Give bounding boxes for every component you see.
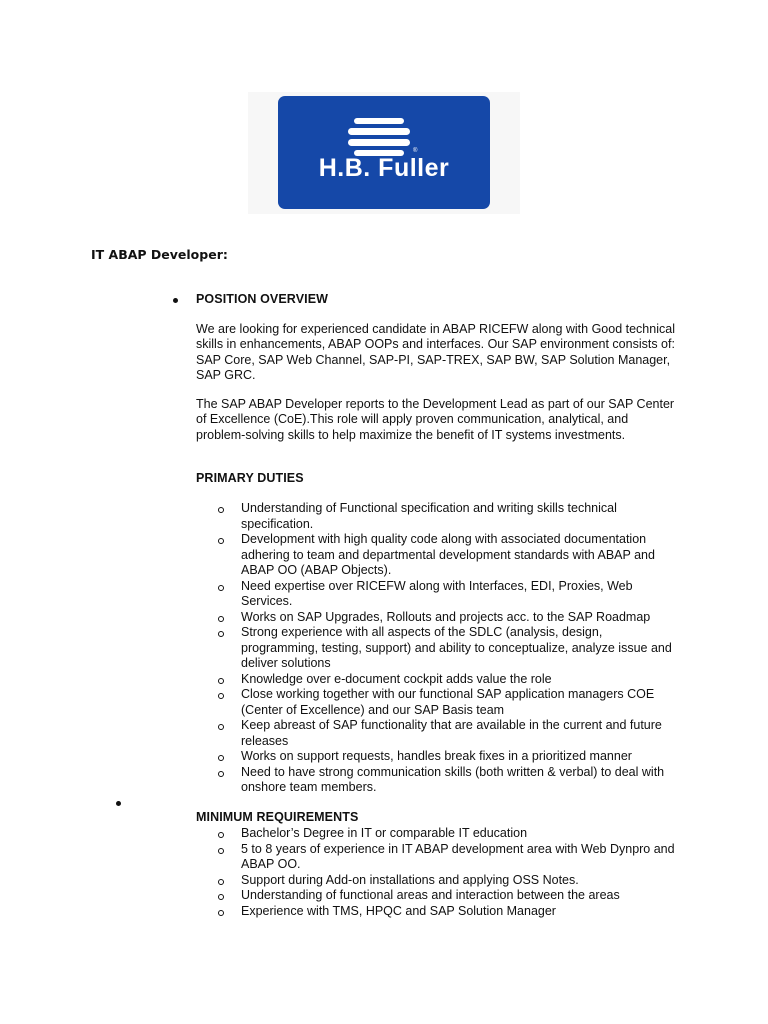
logo-text: H.B. Fuller [318, 154, 450, 182]
primary-duties-list [196, 501, 696, 796]
para1-line: SAP Core, SAP Web Channel, SAP-PI, SAP-TREX, SAP BW, SAP Solution Manager, [196, 352, 671, 367]
list-item-line: Need expertise over RICEFW along with Interfaces, EDI, Proxies, Web [241, 578, 633, 593]
list-item [196, 501, 696, 532]
list-item [196, 579, 696, 610]
position-overview-paragraph-2 [196, 397, 696, 443]
circle-bullet-icon [218, 507, 224, 513]
circle-bullet-icon [218, 771, 224, 777]
list-item-line: releases [241, 733, 289, 748]
list-item-line: Knowledge over e-document cockpit adds value the role [241, 671, 552, 686]
position-overview-heading: POSITION OVERVIEW [196, 292, 329, 306]
para1-line: SAP GRC. [196, 367, 256, 382]
bullet-minimum-requirements [116, 801, 121, 806]
hb-fuller-logo [278, 96, 490, 209]
circle-bullet-icon [218, 585, 224, 591]
circle-bullet-icon [218, 724, 224, 730]
para1-line: skills in enhancements, ABAP OOPs and interfaces. Our SAP environment consists of: [196, 337, 675, 352]
list-item-line: 5 to 8 years of experience in IT ABAP development area with Web Dynpro and [241, 841, 675, 856]
list-item-line: Works on support requests, handles break fixes in a prioritized manner [241, 749, 632, 763]
para2-line: problem-solving skills to help maximize the benefit of IT systems investments. [196, 427, 626, 442]
list-item [196, 888, 696, 904]
list-item-line: programming, testing, support) and ability to conceptualize, analyze issue and [241, 640, 672, 655]
list-item-line: Bachelor’s Degree in IT or comparable IT education [241, 826, 528, 840]
list-item [196, 749, 696, 765]
circle-bullet-icon [218, 832, 224, 838]
bullet-position-overview [173, 298, 178, 303]
para2-line: The SAP ABAP Developer reports to the Development Lead as part of our SAP Center [196, 397, 675, 411]
primary-duties-heading: PRIMARY DUTIES [196, 471, 304, 485]
list-item-line: Understanding of Functional specification and writing skills technical [241, 501, 617, 515]
list-item [196, 826, 696, 842]
circle-bullet-icon [218, 631, 224, 637]
logo-registered-mark: ® [413, 148, 418, 154]
para2-line: of Excellence (CoE).This role will apply proven communication, analytical, and [196, 412, 629, 427]
para1-line: We are looking for experienced candidate in ABAP RICEFW along with Good technical [196, 322, 675, 336]
circle-bullet-icon [218, 894, 224, 900]
circle-bullet-icon [218, 879, 224, 885]
position-overview-paragraph-1 [196, 322, 696, 383]
list-item-line: Works on SAP Upgrades, Rollouts and projects acc. to the SAP Roadmap [241, 609, 651, 624]
list-item-line: deliver solutions [241, 656, 331, 670]
list-item [196, 904, 696, 920]
logo-stripes-icon [348, 118, 410, 156]
list-item-line: Experience with TMS, HPQC and SAP Solution Manager [241, 903, 556, 918]
list-item-line: adhering to team and departmental development standards with ABAP and [241, 547, 655, 562]
list-item [196, 610, 696, 626]
job-title: IT ABAP Developer: [91, 247, 228, 262]
list-item-line: Understanding of functional areas and interaction between the areas [241, 888, 620, 902]
list-item-line: Development with high quality code along with associated documentation [241, 532, 647, 546]
minimum-requirements-list [196, 826, 696, 919]
circle-bullet-icon [218, 538, 224, 544]
list-item-line: Need to have strong communication skills (both written & verbal) to deal with [241, 764, 665, 779]
circle-bullet-icon [218, 848, 224, 854]
minimum-requirements-heading: MINIMUM REQUIREMENTS [196, 810, 359, 824]
circle-bullet-icon [218, 616, 224, 622]
list-item [196, 765, 696, 796]
circle-bullet-icon [218, 910, 224, 916]
list-item-line: ABAP OO (ABAP Objects). [241, 563, 392, 577]
list-item [196, 687, 696, 718]
list-item-line: Close working together with our functional SAP application managers COE [241, 687, 655, 701]
list-item [196, 672, 696, 688]
list-item [196, 718, 696, 749]
list-item-line: (Center of Excellence) and our SAP Basis team [241, 702, 505, 717]
list-item-line: ABAP OO. [241, 857, 301, 871]
list-item-line: onshore team members. [241, 780, 377, 794]
list-item [196, 625, 696, 672]
list-item-line: specification. [241, 516, 314, 531]
list-item-line: Services. [241, 594, 293, 608]
list-item [196, 532, 696, 579]
circle-bullet-icon [218, 678, 224, 684]
list-item [196, 873, 696, 889]
list-item-line: Keep abreast of SAP functionality that are available in the current and future [241, 718, 662, 732]
list-item-line: Strong experience with all aspects of the SDLC (analysis, design, [241, 625, 603, 639]
list-item [196, 842, 696, 873]
list-item-line: Support during Add-on installations and applying OSS Notes. [241, 872, 579, 887]
circle-bullet-icon [218, 693, 224, 699]
circle-bullet-icon [218, 755, 224, 761]
